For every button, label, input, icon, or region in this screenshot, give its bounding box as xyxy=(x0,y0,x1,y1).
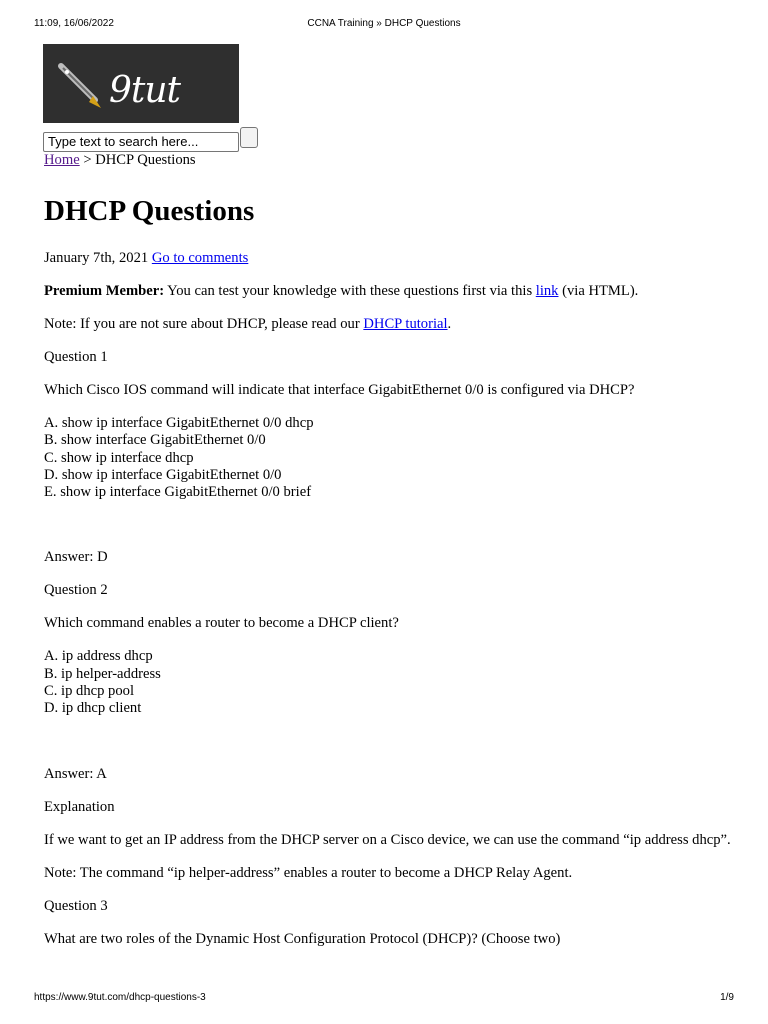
question-label: Question 3 xyxy=(44,897,108,914)
explanation-label: Explanation xyxy=(44,798,115,815)
option-item: B. ip helper-address xyxy=(44,665,161,682)
question-label: Question 1 xyxy=(44,349,108,365)
post-meta xyxy=(44,250,734,267)
page-title: DHCP Questions xyxy=(44,195,255,227)
answer-text: Answer: D xyxy=(44,549,108,566)
logo-text: 9tut xyxy=(109,70,181,111)
explanation-note: Note: The command “ip helper-address” enables a router to become a DHCP Relay Agent. xyxy=(44,864,573,881)
site-logo[interactable] xyxy=(43,44,239,123)
search-button[interactable] xyxy=(240,127,258,148)
breadcrumb-home-link[interactable]: Home xyxy=(44,152,80,168)
print-url: https://www.9tut.com/dhcp-questions-3 xyxy=(34,992,206,1003)
print-header xyxy=(0,18,768,32)
premium-label: Premium Member: xyxy=(44,283,165,299)
premium-link[interactable]: link xyxy=(535,283,559,299)
print-page-number: 1/9 xyxy=(720,992,734,1003)
breadcrumb xyxy=(44,152,734,170)
option-item: E. show ip interface GigabitEthernet 0/0 brief xyxy=(44,484,312,501)
premium-note: Premium Member: You can test your knowledge with these questions first via this link (via HTML). xyxy=(44,283,639,299)
print-datetime: 11:09, 16/06/2022 xyxy=(34,18,114,29)
dhcp-tutorial-link[interactable]: DHCP tutorial xyxy=(363,316,448,332)
answer-text: Answer: A xyxy=(44,765,107,782)
option-item: A. show ip interface GigabitEthernet 0/0 dhcp xyxy=(44,415,314,431)
post-date: January 7th, 2021 xyxy=(44,250,149,266)
comments-link[interactable]: Go to comments xyxy=(151,250,249,266)
breadcrumb-current: DHCP Questions xyxy=(95,152,196,168)
tutorial-note: Note: If you are not sure about DHCP, please read our DHCP tutorial. xyxy=(44,316,452,332)
answer-options xyxy=(44,648,734,717)
question-text: What are two roles of the Dynamic Host Configuration Protocol (DHCP)? (Choose two) xyxy=(44,930,561,947)
article xyxy=(44,152,734,948)
option-item: D. ip dhcp client xyxy=(44,700,142,717)
search-input[interactable] xyxy=(43,132,239,152)
question-text: Which Cisco IOS command will indicate that interface GigabitEthernet 0/0 is configured via DHCP? xyxy=(44,382,635,398)
print-footer xyxy=(0,992,768,1006)
answer-options xyxy=(44,415,734,501)
option-item: C. ip dhcp pool xyxy=(44,683,134,700)
breadcrumb-separator: > xyxy=(79,152,96,168)
print-doc-title: CCNA Training » DHCP Questions xyxy=(307,18,461,29)
option-item: D. show ip interface GigabitEthernet 0/0 xyxy=(44,466,282,483)
question-text: Which command enables a router to become a DHCP client? xyxy=(44,615,399,632)
explanation-text: If we want to get an IP address from the DHCP server on a Cisco device, we can use the command “ip address dhcp”. xyxy=(44,831,731,848)
option-item: A. ip address dhcp xyxy=(44,648,153,665)
option-item: C. show ip interface dhcp xyxy=(44,449,194,466)
option-item: B. show interface GigabitEthernet 0/0 xyxy=(44,432,266,449)
question-label: Question 2 xyxy=(44,582,108,599)
